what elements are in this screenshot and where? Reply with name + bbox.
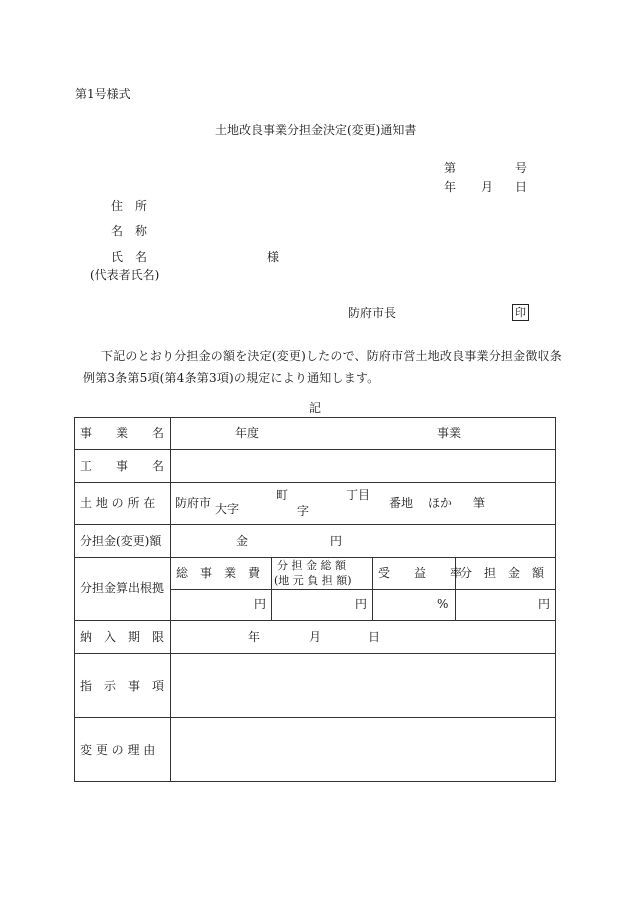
issuer-title: 防府市長 — [348, 306, 397, 320]
location-hitsu: 筆 — [473, 496, 486, 510]
amount-kin: 金 — [236, 534, 249, 548]
basis-label: 分担金算出根拠 — [80, 581, 165, 595]
basis-unit-share-amount: 円 — [538, 597, 551, 611]
location-hoka: ほか — [428, 496, 453, 510]
org-name-label: 名 称 — [111, 224, 148, 238]
basis-header-total-share: 分 担 金 総 額 — [277, 559, 346, 572]
basis-unit-total-cost: 円 — [254, 597, 267, 611]
location-chome: 丁目 — [346, 488, 371, 502]
doc-number-suffix: 号 — [515, 161, 528, 175]
deadline-month: 月 — [309, 630, 322, 644]
location-banchi: 番地 — [389, 496, 414, 510]
basis-header-total-cost: 総 事 業 費 — [176, 566, 261, 580]
address-label: 住 所 — [111, 199, 148, 213]
date-year: 年 — [444, 180, 457, 194]
basis-unit-total-share: 円 — [355, 597, 368, 611]
deadline-day: 日 — [368, 630, 381, 644]
basis-header-benefit-rate: 受 益 率 — [378, 566, 463, 580]
representative-label: (代表者氏名) — [90, 268, 160, 282]
amount-label: 分担金(変更)額 — [80, 534, 162, 548]
work-name-label: 工 事 名 — [80, 459, 165, 473]
deadline-label: 納 入 期 限 — [80, 630, 165, 644]
location-aza: 字 — [297, 504, 310, 518]
date-month: 月 — [481, 180, 494, 194]
person-name-label: 氏 名 — [111, 250, 148, 264]
document-title: 土地改良事業分担金決定(変更)通知書 — [215, 123, 417, 137]
project-name-label: 事 業 名 — [80, 426, 165, 440]
location-machi: 町 — [276, 488, 289, 502]
seal-mark: 印 — [512, 304, 529, 321]
ki-heading: 記 — [309, 401, 322, 415]
deadline-year: 年 — [248, 630, 261, 644]
honorific-sama: 様 — [267, 250, 280, 264]
date-day: 日 — [515, 180, 528, 194]
basis-unit-benefit-rate: % — [437, 597, 449, 611]
change-reason-label: 変 更 の 理 由 — [80, 743, 156, 757]
form-number: 第1号様式 — [75, 87, 131, 101]
body-line-1: 下記のとおり分担金の額を決定(変更)したので、防府市営土地改良事業分担金徴収条 — [101, 349, 562, 363]
basis-header-local-burden: (地 元 負 担 額) — [274, 574, 352, 587]
location-oaza: 大字 — [215, 502, 240, 516]
location-label: 土 地 の 所 在 — [80, 496, 156, 510]
doc-number-prefix: 第 — [444, 161, 457, 175]
body-line-2: 例第3条第5項(第4条第3項)の規定により通知します。 — [83, 371, 380, 385]
project-jigyo: 事業 — [437, 426, 462, 440]
project-fiscal-year: 年度 — [235, 426, 260, 440]
amount-yen: 円 — [330, 534, 343, 548]
body-paragraph — [83, 345, 573, 389]
location-city: 防府市 — [175, 496, 212, 510]
instructions-label: 指 示 事 項 — [80, 679, 165, 693]
basis-header-share-amount: 分 担 金 額 — [460, 566, 545, 580]
